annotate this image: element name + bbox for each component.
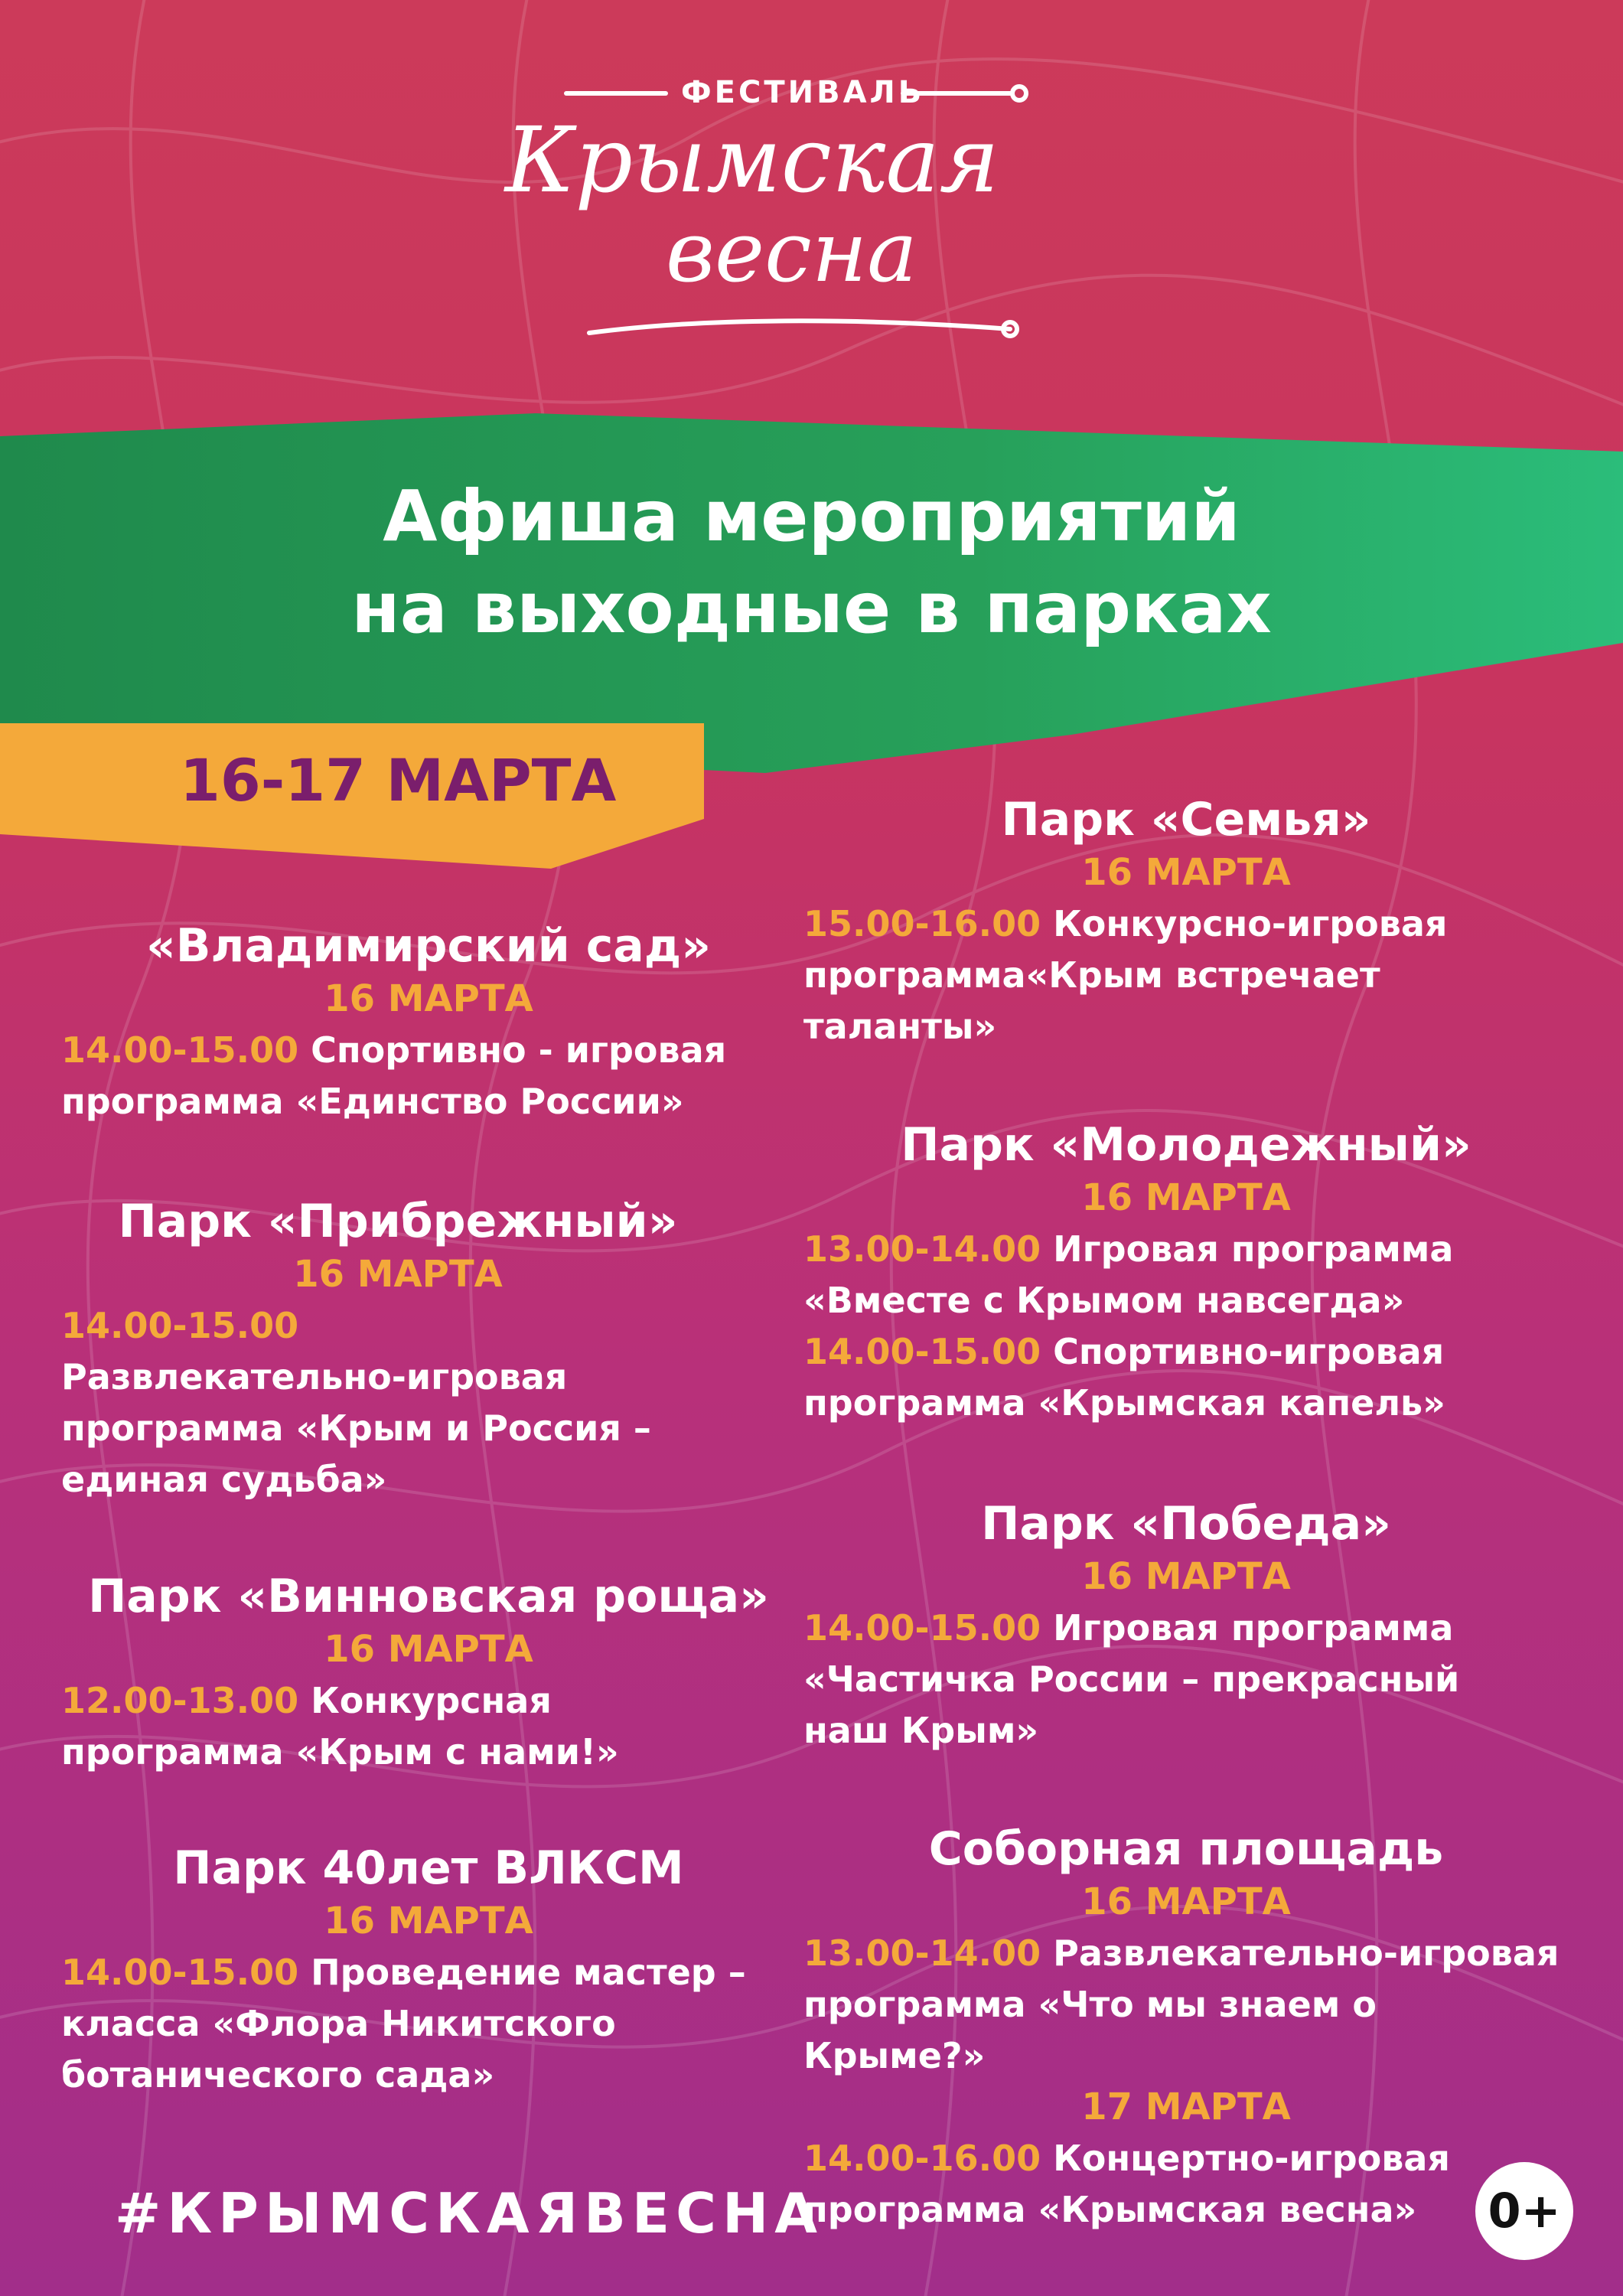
logo-festival-label: ФЕСТИВАЛЬ bbox=[681, 75, 925, 110]
date-banner-text: 16-17 МАРТА bbox=[180, 746, 617, 814]
event-date: 16 МАРТА bbox=[1081, 1555, 1291, 1598]
event-date: 16 МАРТА bbox=[1081, 1880, 1291, 1923]
event-sobornaya bbox=[803, 1821, 1569, 2236]
logo-title-line1: Крымская bbox=[505, 107, 999, 213]
event-molodezhny bbox=[803, 1117, 1569, 1429]
event-title: Парк «Семья» bbox=[1001, 793, 1371, 846]
event-description: Развлекательно-игровая программа «Крым и Россия – единая судьба» bbox=[61, 1356, 651, 1501]
event-description: Развлекательно-игровая программа «Что мы знаем о Крыме?» bbox=[803, 1932, 1559, 2077]
event-semya bbox=[803, 792, 1569, 1052]
event-item bbox=[803, 1603, 1492, 1756]
event-date: 16 МАРТА bbox=[1081, 1176, 1291, 1219]
event-title: Парк 40лет ВЛКСМ bbox=[173, 1841, 684, 1895]
logo-title-line2: весна bbox=[666, 203, 917, 301]
event-time: 13.00-14.00 bbox=[803, 1932, 1041, 1975]
event-item bbox=[61, 1675, 673, 1778]
event-description: Концертно-игровая программа «Крымская весна» bbox=[803, 2138, 1450, 2231]
headline-line1: Афиша мероприятий bbox=[383, 475, 1240, 557]
event-item bbox=[803, 1326, 1477, 1429]
event-item bbox=[803, 1928, 1569, 2082]
event-item bbox=[61, 1300, 735, 1505]
event-vinnovskaya bbox=[61, 1569, 796, 1778]
event-pobeda bbox=[803, 1496, 1569, 1756]
event-vladimirsky bbox=[61, 918, 796, 1127]
event-time: 13.00-14.00 bbox=[803, 1228, 1041, 1270]
headline-line2: на выходные в парках bbox=[351, 566, 1272, 649]
event-item bbox=[61, 1947, 765, 2101]
age-rating-badge: 0+ bbox=[1475, 2162, 1573, 2260]
event-date: 16 МАРТА bbox=[324, 977, 533, 1020]
event-item bbox=[803, 1224, 1477, 1326]
event-date: 16 МАРТА bbox=[293, 1253, 503, 1296]
event-description: Игровая программа «Частичка России – прекрасный наш Крым» bbox=[803, 1607, 1460, 1752]
event-title: «Владимирский сад» bbox=[146, 919, 711, 973]
event-time: 14.00-15.00 bbox=[61, 1029, 299, 1071]
event-time: 15.00-16.00 bbox=[803, 903, 1041, 945]
event-description: Спортивно-игровая программа «Крымская капель» bbox=[803, 1331, 1445, 1424]
event-date-second: 17 МАРТА bbox=[1081, 2086, 1291, 2129]
event-title: Парк «Прибрежный» bbox=[118, 1195, 678, 1248]
event-time: 14.00-15.00 bbox=[803, 1331, 1041, 1373]
event-date: 16 МАРТА bbox=[324, 1900, 533, 1942]
event-vlksm bbox=[61, 1841, 796, 2101]
event-time: 14.00-15.00 bbox=[61, 1952, 299, 1994]
event-description: Проведение мастер – класса «Флора Никитского ботанического сада» bbox=[61, 1952, 746, 2096]
event-item bbox=[61, 1025, 796, 1127]
event-description: Конкурсно-игровая программа«Крым встречает таланты» bbox=[803, 903, 1448, 1048]
event-pribrezhny bbox=[61, 1194, 735, 1505]
event-title: Парк «Победа» bbox=[981, 1497, 1391, 1551]
event-title: Парк «Винновская роща» bbox=[88, 1570, 769, 1623]
event-description: Игровая программа «Вместе с Крымом навсегда» bbox=[803, 1228, 1454, 1322]
event-time: 14.00-15.00 bbox=[61, 1305, 299, 1347]
hashtag-text: #КРЫМСКАЯВЕСНА bbox=[115, 2181, 823, 2245]
event-date: 16 МАРТА bbox=[324, 1628, 533, 1671]
event-description: Конкурсная программа «Крым с нами!» bbox=[61, 1680, 619, 1773]
event-description: Спортивно - игровая программа «Единство России» bbox=[61, 1029, 727, 1123]
festival-logo bbox=[474, 61, 1056, 352]
event-item bbox=[803, 899, 1477, 1052]
event-item bbox=[803, 2133, 1477, 2236]
event-time: 14.00-15.00 bbox=[803, 1607, 1041, 1649]
event-title: Парк «Молодежный» bbox=[901, 1118, 1471, 1172]
event-time: 12.00-13.00 bbox=[61, 1680, 299, 1722]
event-time: 14.00-16.00 bbox=[803, 2138, 1041, 2180]
event-title: Соборная площадь bbox=[928, 1822, 1444, 1876]
event-date: 16 МАРТА bbox=[1081, 851, 1291, 894]
page-headline bbox=[0, 471, 1623, 654]
